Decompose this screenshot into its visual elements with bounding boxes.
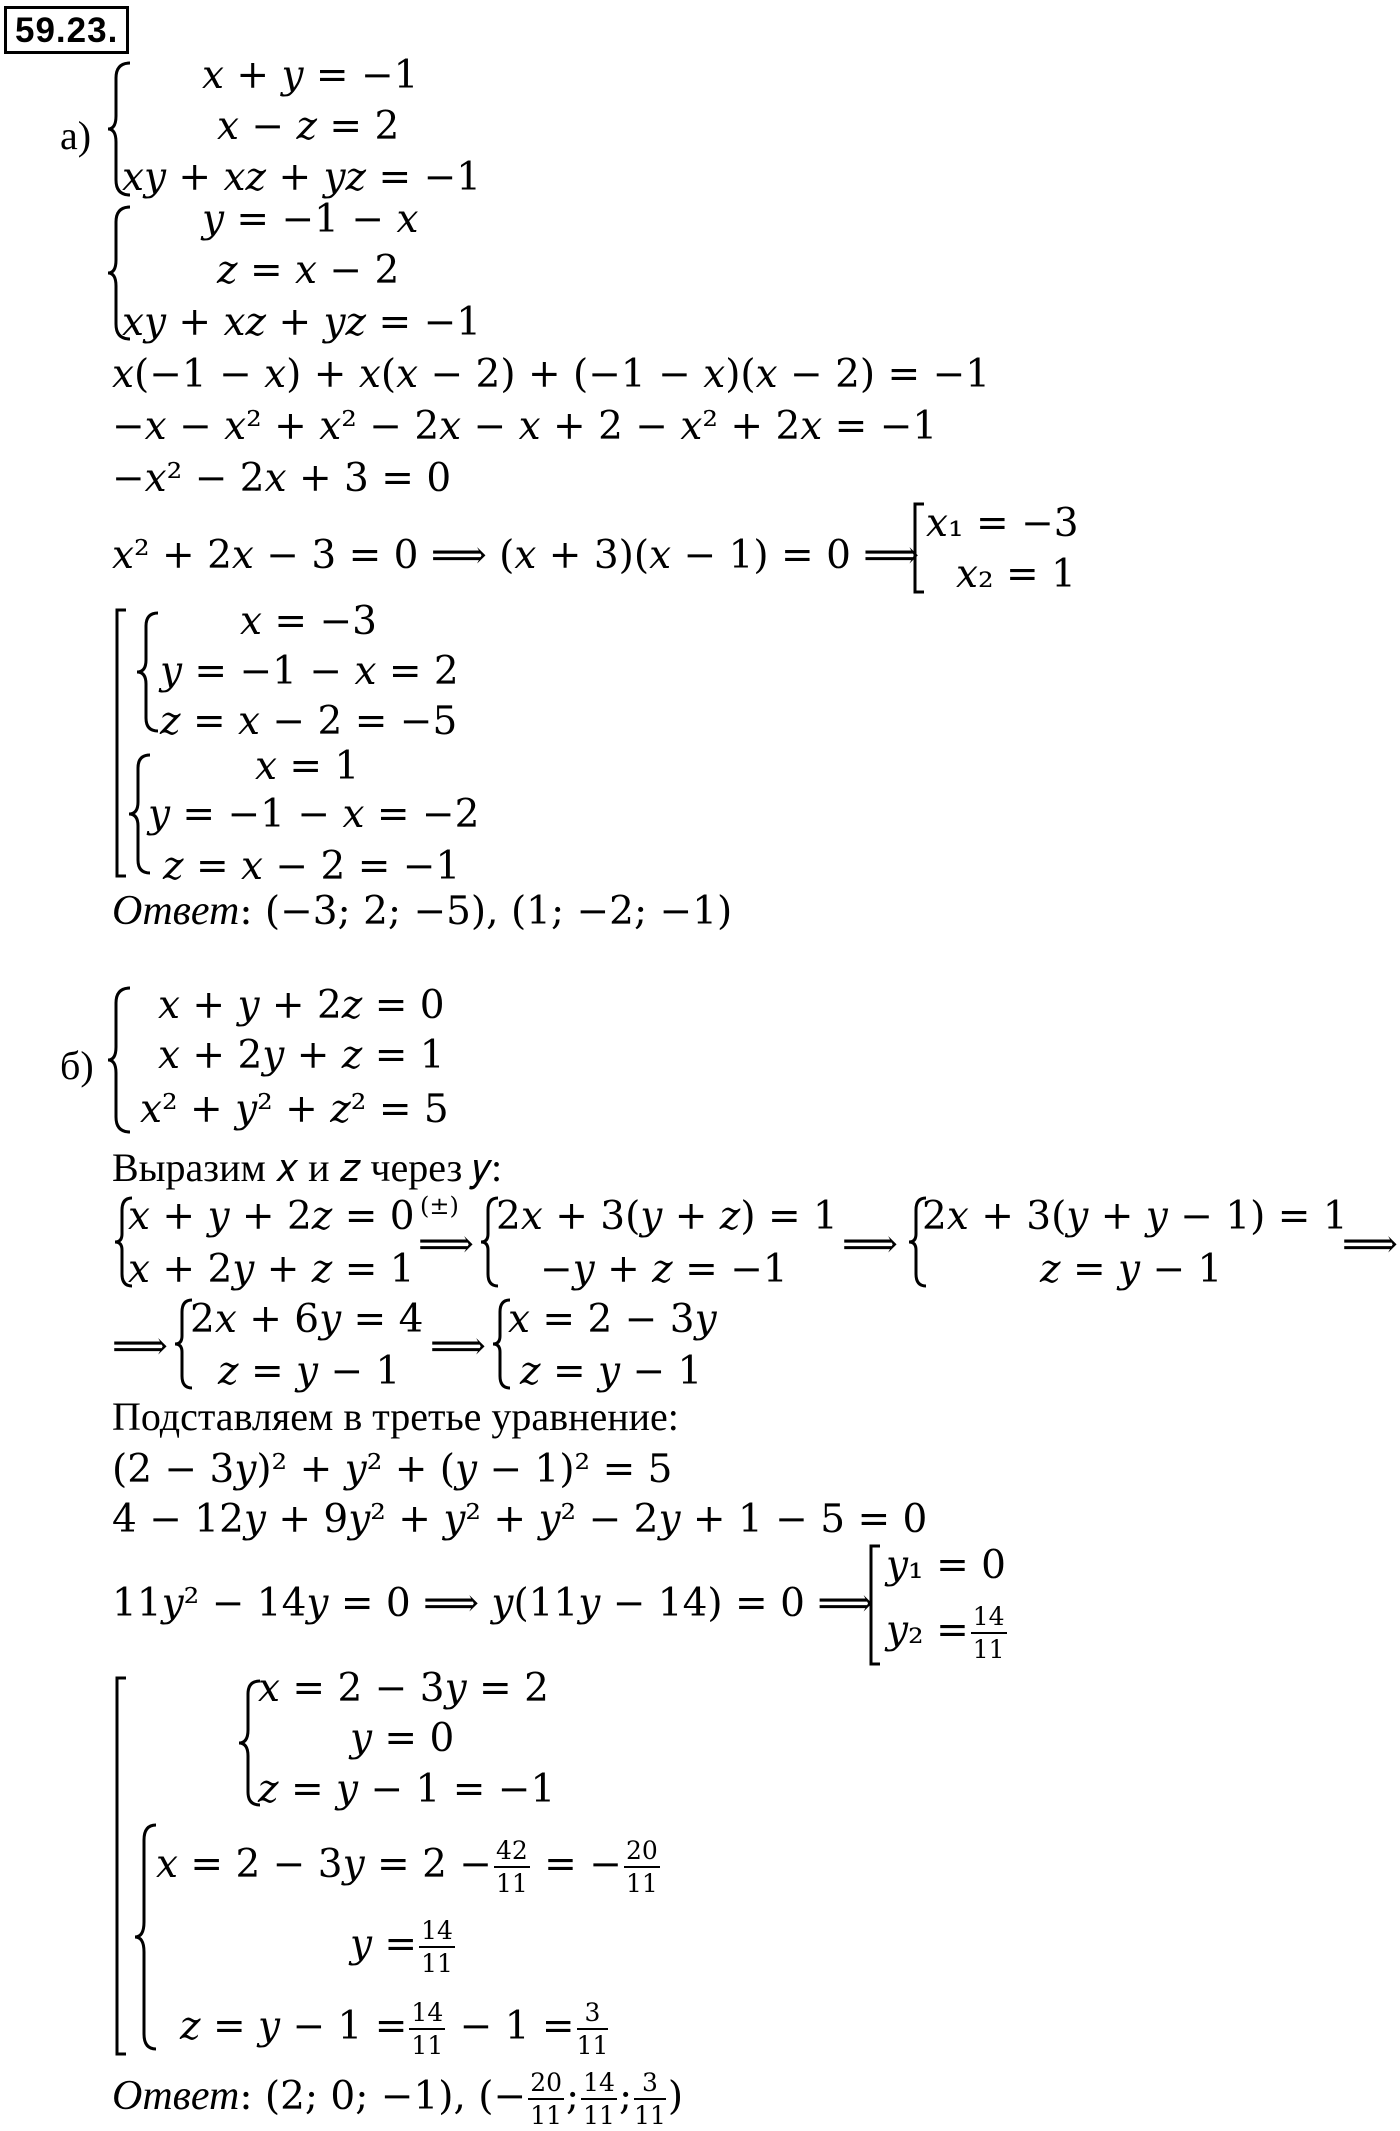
a-line1: 𝑥(−1 − 𝑥) + 𝑥(𝑥 − 2) + (−1 − 𝑥)(𝑥 − 2) = −1 (112, 352, 991, 397)
b-step2b-eq1: 𝑥 = 2 − 3𝑦 (508, 1297, 717, 1342)
brace-icon (106, 985, 134, 1135)
problem-number: 59.23. (4, 6, 129, 54)
brace-icon (134, 610, 162, 734)
a-sys1-eq3: 𝑥𝑦 + 𝑥𝑧 + 𝑦𝑧 = −1 (122, 155, 482, 200)
a-sys2-eq3: 𝑥𝑦 + 𝑥𝑧 + 𝑦𝑧 = −1 (122, 300, 482, 345)
fraction-3-11: $\frac{3}{11}$ (634, 2068, 666, 2130)
part-b-label: б) (60, 1043, 94, 1088)
a-sol1-x: 𝑥 = −3 (240, 599, 377, 644)
b-substitute-text: Подставляем в третье уравнение: (112, 1394, 679, 1439)
a-root1: 𝑥₁ = −3 (926, 501, 1079, 546)
fraction-14-11: $\frac{14}{11}$ (411, 1998, 444, 2060)
answer-value: : (2; 0; −1), (239, 2074, 466, 2119)
b-sys1-eq2: 𝑥 + 2𝑦 + 𝑧 = 1 (158, 1033, 445, 1078)
b-step1-right-eq1: 2𝑥 + 3(𝑦 + 𝑦 − 1) = 1 (922, 1194, 1348, 1239)
b-answer: Ответ: (2; 0; −1), (− $\frac{20}{11}$ ; $\frac{14}{11}$ ; $\frac{3}{11}$ ) (112, 2068, 684, 2130)
b-step1-left-eq1: 𝑥 + 𝑦 + 2𝑧 = 0 (128, 1194, 415, 1239)
arrow-icon: ⟹ (430, 1324, 486, 1369)
a-root2: 𝑥₂ = 1 (956, 552, 1076, 597)
b-line3: 11𝑦² − 14𝑦 = 0 ⟹ 𝑦(11𝑦 − 14) = 0 ⟹ (112, 1581, 874, 1626)
bracket-icon (868, 1544, 882, 1666)
fraction-42-11: $\frac{42}{11}$ (495, 1836, 528, 1898)
a-line2: −𝑥 − 𝑥² + 𝑥² − 2𝑥 − 𝑥 + 2 − 𝑥² + 2𝑥 = −1 (112, 404, 938, 449)
b-sol1-x: 𝑥 = 2 − 3𝑦 = 2 (258, 1666, 549, 1711)
a-sys1-eq2: 𝑥 − 𝑧 = 2 (217, 104, 400, 149)
b-sol1-y: 𝑦 = 0 (350, 1716, 455, 1761)
b-step1-left-eq2: 𝑥 + 2𝑦 + 𝑧 = 1 (128, 1247, 415, 1292)
b-root2-lhs: 𝑦₂ = (886, 1608, 969, 1653)
bracket-icon (912, 502, 926, 594)
fraction-3-11: $\frac{3}{11}$ (576, 1998, 609, 2060)
plus-minus-sign: (±) (420, 1192, 459, 1220)
answer-word: Ответ (112, 2073, 240, 2119)
arrow-icon: ⟹ (418, 1222, 474, 1267)
bracket-icon (114, 1676, 128, 2056)
b-sol1-z: 𝑧 = 𝑦 − 1 = −1 (258, 1767, 556, 1812)
b-step2a-eq2: 𝑧 = 𝑦 − 1 (218, 1349, 401, 1394)
a-sys2-eq2: 𝑧 = 𝑥 − 2 (217, 248, 400, 293)
b-sol2-x: 𝑥 = 2 − 3𝑦 = 2 − $\frac{42}{11}$ = − $\frac{20}{11}$ (156, 1836, 658, 1898)
b-step1-mid-eq1: 2𝑥 + 3(𝑦 + 𝑧) = 1 (496, 1194, 838, 1239)
a-sol2-x: 𝑥 = 1 (255, 744, 360, 789)
answer-word: Ответ (112, 888, 240, 934)
arrow-icon: ⟹ (842, 1222, 898, 1267)
arrow-icon: ⟹ (112, 1324, 168, 1369)
a-sys2-eq1: 𝑦 = −1 − 𝑥 (202, 197, 419, 242)
b-root1: 𝑦₁ = 0 (886, 1543, 1006, 1588)
a-answer (112, 887, 732, 935)
b-express-text: Выразим 𝑥 и 𝑧 через 𝑦: (112, 1145, 503, 1190)
b-sol2-y: 𝑦 = $\frac{14}{11}$ (350, 1916, 453, 1978)
fraction-14-11: $\frac{14}{11}$ (583, 2068, 615, 2130)
fraction-20-11: $\frac{20}{11}$ (625, 1836, 658, 1898)
b-step1-right-eq2: 𝑧 = 𝑦 − 1 (1040, 1247, 1223, 1292)
a-sys1-eq1: 𝑥 + 𝑦 = −1 (202, 53, 419, 98)
part-a-label: а) (60, 113, 92, 158)
fraction-14-11: $\frac{14}{11}$ (421, 1916, 453, 1978)
a-sol1-y: 𝑦 = −1 − 𝑥 = 2 (160, 649, 459, 694)
a-line4: 𝑥² + 2𝑥 − 3 = 0 ⟹ (𝑥 + 3)(𝑥 − 1) = 0 ⟹ (112, 533, 920, 578)
arrow-icon: ⟹ (1342, 1222, 1398, 1267)
b-sol2-z: 𝑧 = 𝑦 − 1 = $\frac{14}{11}$ − 1 = $\frac{3}{11}$ (180, 1998, 609, 2060)
b-sys1-eq1: 𝑥 + 𝑦 + 2𝑧 = 0 (158, 983, 445, 1028)
b-sys1-eq3: 𝑥² + 𝑦² + 𝑧² = 5 (140, 1087, 449, 1132)
fraction-20-11: $\frac{20}{11}$ (530, 2068, 562, 2130)
a-sol2-y: 𝑦 = −1 − 𝑥 = −2 (148, 792, 480, 837)
fraction-14-11: $\frac{14}{11}$ (972, 1602, 1005, 1664)
a-sol2-z: 𝑧 = 𝑥 − 2 = −1 (163, 844, 461, 889)
b-step2a-eq1: 2𝑥 + 6𝑦 = 4 (190, 1297, 424, 1342)
b-line2: 4 − 12𝑦 + 9𝑦² + 𝑦² + 𝑦² − 2𝑦 + 1 − 5 = 0 (112, 1497, 928, 1542)
answer-value: : (−3; 2; −5), (1; −2; −1) (239, 889, 733, 934)
a-sol1-z: 𝑧 = 𝑥 − 2 = −5 (160, 699, 458, 744)
a-line3: −𝑥² − 2𝑥 + 3 = 0 (112, 456, 452, 501)
b-line1: (2 − 3𝑦)² + 𝑦² + (𝑦 − 1)² = 5 (112, 1447, 673, 1492)
b-step1-mid-eq2: −𝑦 + 𝑧 = −1 (540, 1247, 788, 1292)
b-root2 (886, 1604, 1009, 1662)
b-step2b-eq2: 𝑧 = 𝑦 − 1 (520, 1349, 703, 1394)
